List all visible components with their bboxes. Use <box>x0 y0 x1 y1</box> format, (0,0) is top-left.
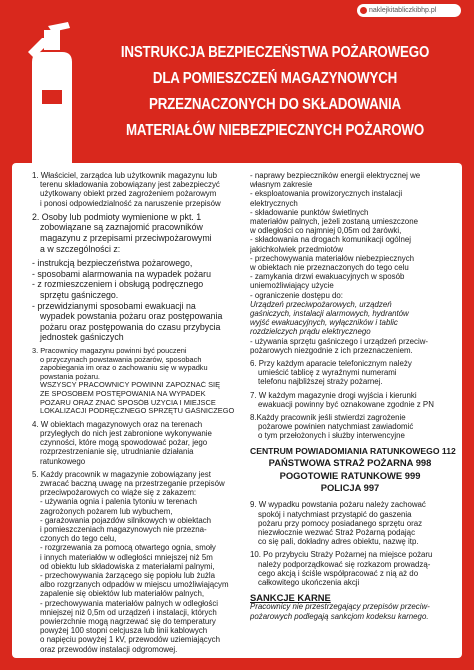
point-3 <box>32 347 239 416</box>
point-8 <box>250 413 450 441</box>
text-line: pożaru przy pomocy posiadanego sprzętu oraz <box>258 518 423 528</box>
watermark-badge <box>357 4 461 17</box>
text-line: 6. Przy każdym aparacie telefonicznym należy <box>250 359 412 369</box>
text-line: cego akcją i ściśle współpracować z nią aż do <box>258 568 419 578</box>
title-line: PRZEZNACZONYCH DO SKŁADOWANIA <box>149 96 401 113</box>
text-line: pożarowych podlegają sankcjom kodeksu karnego. <box>250 611 429 621</box>
list-item: - składowania na drogach komunikacji ogólnej <box>250 235 411 245</box>
point-10 <box>250 550 450 587</box>
sanctions-text <box>250 602 450 620</box>
list-item: - przewidzianymi sposobami ewakuacji na <box>32 300 196 311</box>
list-item: w obiektach nie przeznaczonych do tego celu <box>250 263 409 273</box>
point-5-continued <box>250 171 450 355</box>
list-item: czonych do tego celu, <box>40 534 117 544</box>
text-line: o przyczynach powstawania pożarów, sposobach <box>40 355 202 364</box>
list-item: powierzchnie mogą nagrzewać się do temperatury <box>40 616 216 626</box>
list-item: - przechowywania żarzącego się popiołu lub żużla <box>40 570 216 580</box>
list-item: elektrycznych <box>250 198 298 208</box>
list-item: - eksploatowania prowizorycznych instalacji <box>250 189 403 199</box>
list-item: albo rozgrzanych odpadów w miejscu umożliwiającym <box>40 580 229 590</box>
emergency-numbers <box>250 445 456 495</box>
text-line: 4. W obiektach magazynowych oraz na terenach <box>32 419 203 429</box>
point-9 <box>250 500 450 546</box>
text-line: 1. Właściciel, zarządca lub użytkownik magazynu lub <box>32 171 218 180</box>
list-item: pożaru oraz postępowania do czasu przybycia <box>40 321 221 332</box>
text-line: przeciwpożarowych co wiąże się z zakazem: <box>40 488 197 498</box>
text-line: co się pali, dokładny adres obiektu, nazwę itp. <box>258 537 419 547</box>
list-item: - instrukcją bezpieczeństwa pożarowego, <box>32 258 193 269</box>
left-column <box>32 171 239 658</box>
text-line: telefonu najbliższej straży pożarnej. <box>258 377 383 387</box>
text-line: magazynu z przepisami przeciwpożarowymi <box>40 233 212 243</box>
list-item: pożarowych niezgodnie z ich przeznaczeniem. <box>250 345 413 355</box>
list-item: - z rozmieszczeniem i obsługą podręcznego <box>32 279 204 290</box>
point-5 <box>32 470 239 654</box>
list-item: - ograniczenie dostępu do: <box>250 290 343 300</box>
list-item: - naprawy bezpieczników energii elektrycznej we <box>250 171 421 180</box>
text-line: spokój i natychmiast przystąpić do gaszenia <box>258 509 412 519</box>
list-item: jednostek gaśniczych <box>40 332 124 343</box>
title-line: INSTRUKCJA BEZPIECZEŃSTWA POŻAROWEGO <box>120 44 430 61</box>
text-line: umieścić tablicę z wyraźnymi numerami <box>258 368 397 378</box>
text-line: 10. Po przybyciu Straży Pożarnej na miejsce pożaru <box>250 550 433 560</box>
list-item: zapalenie się obiektów lub materiałów palnych, <box>40 589 205 599</box>
list-item: - używania ognia i palenia tytoniu w terenach <box>40 497 198 507</box>
point-2 <box>32 212 239 254</box>
title-line: DLA POMIESZCZEŃ MAGAZYNOWYCH <box>152 70 398 87</box>
text-line: 5. Każdy pracownik w magazynie zobowiązany jest <box>32 469 211 479</box>
text-line: WSZYSCY PRACOWNICY POWINNI ZAPOZNAĆ SIĘ <box>40 381 220 390</box>
italic-line: gaśniczych, instalacji alarmowych, hydrantów <box>250 309 409 319</box>
list-item: - składowanie punktów świetlnych <box>250 207 369 217</box>
list-item: - przechowywania materiałów palnych w odległości <box>40 598 219 608</box>
point-1 <box>32 171 239 208</box>
text-line: pożarowe powinien natychmiast zawiadomić <box>258 422 414 432</box>
text-line: należy podporządkować się rozkazom prowadzą- <box>258 559 431 569</box>
list-item: mniejszej niż 0,5m od urządzeń i instalacji, których <box>40 607 217 617</box>
text-line: o tym przełożonych i służby interwencyjne <box>258 431 405 441</box>
list-item: sprzętu gaśniczego. <box>40 289 119 300</box>
text-line: i ponosi odpowiedzialność za naruszenie przepisów <box>40 198 221 208</box>
text-line: ZE SPOSOBEM POSTĘPOWANIA NA WYPADEK <box>40 389 206 398</box>
list-item: od obiektu lub składowiska z materiałami palnymi, <box>40 561 215 571</box>
list-item: - rozgrzewania za pomocą otwartego ognia, smoły <box>40 543 216 553</box>
text-line: użytkowany obiekt przed zagrożeniem pożarowym <box>40 189 217 199</box>
italic-line: rozdzielczych prądu elektrycznego <box>250 327 371 337</box>
point-7 <box>250 391 450 409</box>
list-item: - przechowywania materiałów niebezpiecznych <box>250 253 415 263</box>
point-2-list <box>32 258 239 343</box>
text-line: ratunkowego <box>40 456 86 466</box>
text-line: powstania pożaru. <box>40 372 100 381</box>
text-line: POŻARU ORAZ ZNAĆ SPOSÓB UŻYCIA I MIEJSCE <box>40 398 216 407</box>
text-line: 9. W wypadku powstania pożaru należy zachować <box>250 500 426 510</box>
text-line: przyległych do nich jest zabronione wykonywanie <box>40 428 212 438</box>
list-item: i innych materiałów w odległości mniejszej niż 5m <box>40 552 213 562</box>
text-line: czynności, które mogą spowodować pożar, jego <box>40 438 208 448</box>
list-item: - zamykania drzwi ewakuacyjnych w sposób <box>250 272 405 282</box>
fire-brigade-number: PAŃSTWOWA STRAŻ POŻARNA 998 <box>268 457 432 469</box>
list-item: powyżej 100 stopni celcjusza lub linii kablowych <box>40 626 208 636</box>
list-item: oraz przewodów instalacji odgromowej. <box>40 644 178 654</box>
text-line: terenu składowania zobowiązany jest zabezpieczyć <box>40 180 220 190</box>
list-item: wypadek powstania pożaru oraz postępowania <box>40 311 223 322</box>
italic-line: wyjść ewakuacyjnych, wyłączników i tablic <box>250 318 398 328</box>
sanctions-heading: SANKCJE KARNE <box>250 592 331 604</box>
watermark-logo-icon <box>360 7 367 14</box>
italic-line: Urządzeń przeciwpożarowych, urządzeń <box>250 299 392 309</box>
text-line: ewakuacji powinny być oznakowane zgodnie z PN <box>258 399 434 409</box>
sign-title <box>112 40 437 144</box>
watermark-text: naklejkitabliczkibhp.pl <box>369 7 437 14</box>
ambulance-number: POGOTOWIE RATUNKOWE 999 <box>279 469 421 481</box>
list-item: w odległości co najmniej 0,05m od żarówki, <box>250 226 402 236</box>
list-item: materiałów palnych, jeżeli zostaną umieszczone <box>250 217 418 227</box>
text-line: zwracać baczną uwagę na przestrzeganie przepisów <box>40 478 225 488</box>
text-line: niezwłocznie wezwać Straż Pożarną podając <box>258 527 416 537</box>
list-item: i pomieszczeniach magazynowych nie przezna- <box>40 524 207 534</box>
point-6 <box>250 359 450 387</box>
point-4 <box>32 420 239 466</box>
list-item: własnym zakresie <box>250 180 313 190</box>
list-item: - używania sprzętu gaśniczego i urządzeń przeciw- <box>250 336 429 346</box>
text-line: a w szczególności z: <box>40 243 121 254</box>
text-line: zapobiegania im oraz o zachowaniu się w wypadku <box>40 364 208 373</box>
police-number: POLICJA 997 <box>320 481 380 493</box>
text-line: 2. Osoby lub podmioty wymienione w pkt. 1 <box>32 211 202 222</box>
title-line: MATERIAŁÓW NIEBEZPIECZNYCH POŻAROWO <box>125 122 425 139</box>
list-item: o napięciu powyżej 1 kV, przewodów uziemiających <box>40 635 220 645</box>
text-line: całkowitego ukończenia akcji <box>258 577 360 587</box>
text-line: 8.Każdy pracownik jeśli stwierdzi zagrożenie <box>250 413 406 423</box>
list-item: zagrożonych pożarem lub wybuchem, <box>40 506 173 516</box>
text-line: 7. W każdym magazynie drogi wyjścia i kierunki <box>250 390 417 400</box>
list-item: uniemożliwiający użycie <box>250 281 334 291</box>
text-line: Pracownicy nie przestrzegający przepisów przeciw- <box>250 602 430 612</box>
text-line: rozprzestrzenianie się, utrudnianie działania <box>40 447 194 457</box>
instruction-panel <box>12 163 462 658</box>
fire-extinguisher-icon <box>18 16 82 186</box>
list-item: - garażowania pojazdów silnikowych w obiektach <box>40 515 212 525</box>
list-item: jakichkolwiek przedmiotów <box>250 244 343 254</box>
text-line: zobowiązane są zaznajomić pracowników <box>40 222 203 233</box>
right-column <box>250 171 456 621</box>
list-item: - sposobami alarmowania na wypadek pożaru <box>32 268 211 279</box>
text-line: 3. Pracownicy magazynu powinni być pouczeni <box>32 346 187 355</box>
text-line: LOKALIZACJI PODRĘCZNEGO SPRZĘTU GAŚNICZEGO <box>40 407 235 416</box>
emergency-center-number: CENTRUM POWIADOMIANIA RATUNKOWEGO 112 <box>250 445 456 456</box>
